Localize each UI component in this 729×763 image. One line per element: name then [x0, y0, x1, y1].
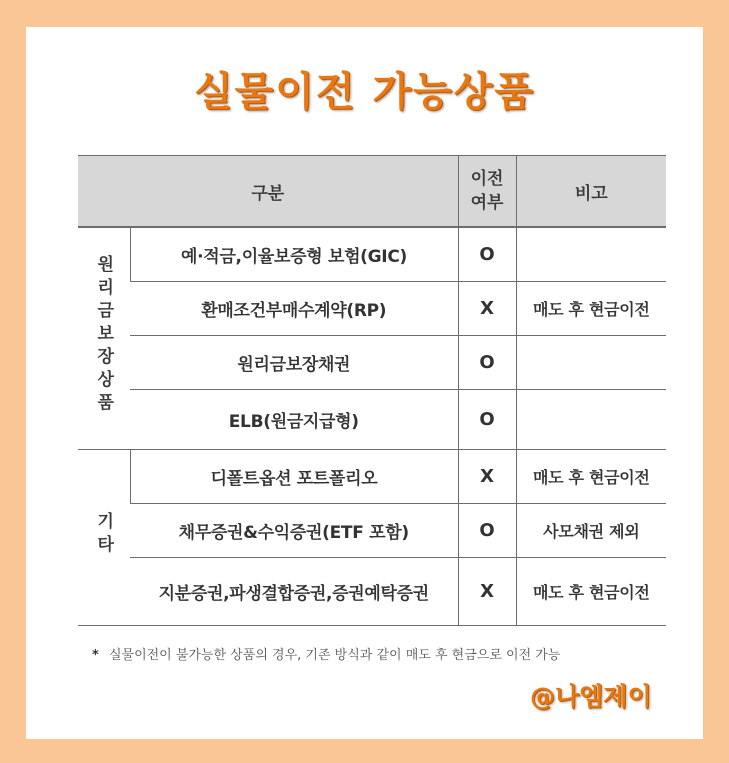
transfer-mark: O: [458, 227, 516, 281]
remarks-cell: 매도 후 현금이전: [516, 557, 666, 625]
remarks-cell: [516, 227, 666, 281]
remarks-cell: [516, 335, 666, 389]
table-row: [78, 281, 666, 335]
table-row: [78, 557, 666, 625]
transfer-mark: X: [458, 557, 516, 625]
category-label: 기타: [93, 511, 114, 558]
product-name: 환매조건부매수계약(RP): [130, 281, 458, 335]
header-remarks: 비고: [516, 156, 666, 228]
asterisk-icon: *: [92, 648, 99, 663]
table-row: [78, 227, 666, 281]
table-header-row: [78, 156, 666, 228]
header-transfer: [458, 156, 516, 228]
table-row: [78, 449, 666, 503]
header-category: 구분: [78, 156, 458, 228]
header-transfer-line2: 여부: [470, 193, 504, 213]
header-transfer-line1: 이전: [470, 169, 504, 189]
product-name: 디폴트옵션 포트폴리오: [130, 449, 458, 503]
transfer-mark: X: [458, 281, 516, 335]
footnote-text: 실물이전이 불가능한 상품의 경우, 기존 방식과 같이 매도 후 현금으로 이전 가능: [108, 648, 561, 663]
table-row: [78, 335, 666, 389]
category-other: [78, 449, 130, 625]
table-row: [78, 389, 666, 449]
transfer-mark: O: [458, 335, 516, 389]
remarks-cell: 사모채권 제외: [516, 503, 666, 557]
category-principal-guaranteed: [78, 227, 130, 449]
page-title: 실물이전 가능상품: [193, 69, 536, 115]
transfer-mark: X: [458, 449, 516, 503]
product-table: [78, 155, 666, 626]
remarks-cell: [516, 389, 666, 449]
transfer-mark: O: [458, 389, 516, 449]
author-credit: @나엠제이: [530, 682, 652, 711]
product-name: 지분증권,파생결합증권,증권예탁증권: [130, 557, 458, 625]
product-name: ELB(원금지급형): [130, 389, 458, 449]
remarks-cell: 매도 후 현금이전: [516, 449, 666, 503]
product-name: 예·적금,이율보증형 보험(GIC): [130, 227, 458, 281]
product-name: 채무증권&수익증권(ETF 포함): [130, 503, 458, 557]
product-name: 원리금보장채권: [130, 335, 458, 389]
footnote: [92, 644, 560, 663]
category-label: 원리금보장상품: [93, 255, 114, 417]
remarks-cell: 매도 후 현금이전: [516, 281, 666, 335]
transfer-mark: O: [458, 503, 516, 557]
table-row: [78, 503, 666, 557]
